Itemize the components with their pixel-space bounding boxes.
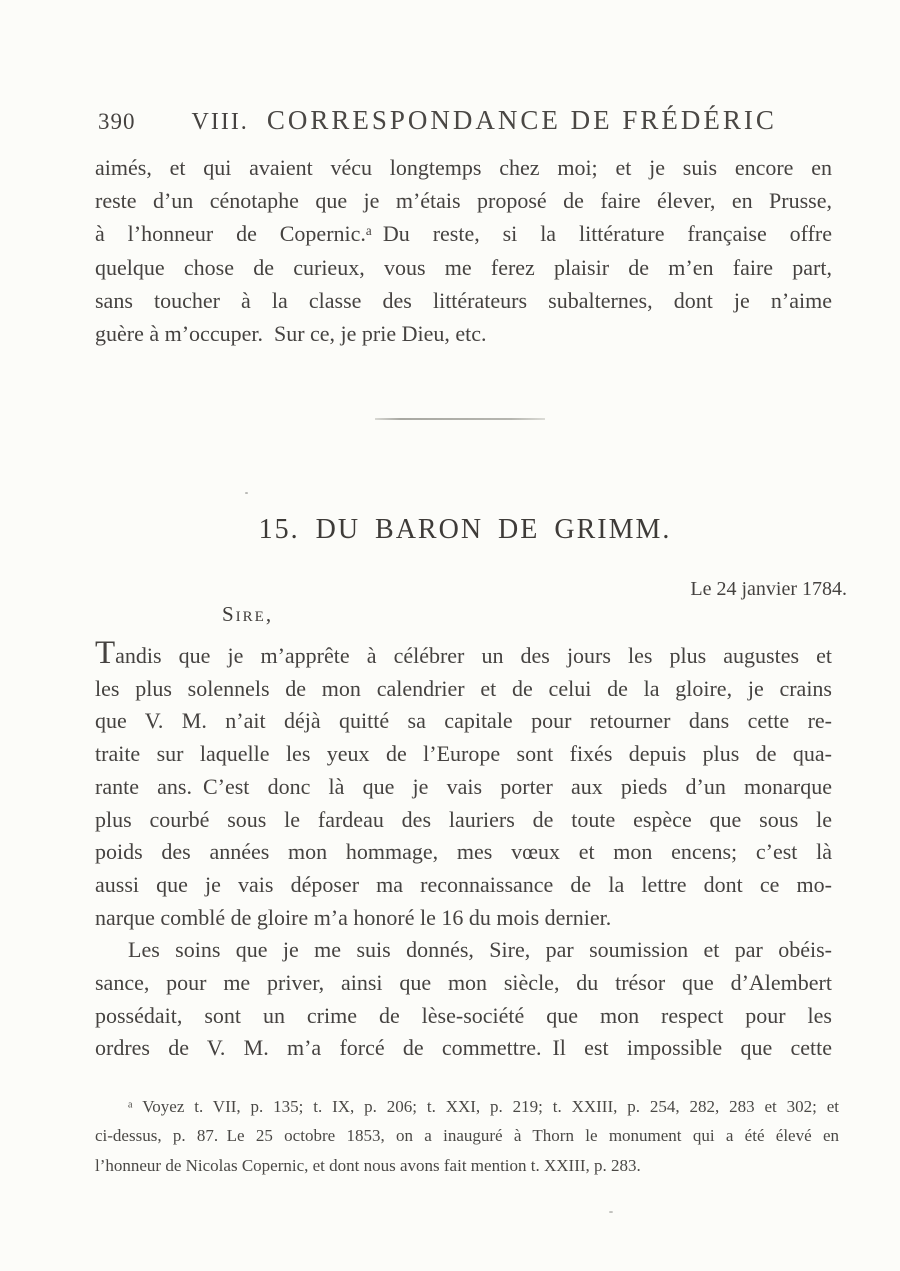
- text-line: les plus solennels de mon calendrier et de celui de la gloire, je crains: [95, 675, 832, 701]
- text-line: à l’honneur de Copernic.ᵃ Du reste, si la littérature française offre: [95, 221, 832, 247]
- letter-paragraph-1: [95, 635, 832, 934]
- scan-speck: [245, 492, 248, 494]
- text-line: ᵃ Voyez t. VII, p. 135; t. IX, p. 206; t. XXI, p. 219; t. XXIII, p. 254, 282, 283 et 302; et: [128, 1097, 839, 1116]
- letter-body: [95, 635, 832, 1065]
- text-line: sance, pour me priver, ainsi que mon siècle, du trésor que d’Alembert: [95, 970, 832, 996]
- letter-heading: 15. DU BARON DE GRIMM.: [258, 514, 672, 545]
- running-header: [98, 105, 838, 136]
- text-line: l’honneur de Nicolas Copernic, et dont nous avons fait mention t. XXIII, p. 283.: [95, 1155, 641, 1175]
- text-line: possédait, sont un crime de lèse-société que mon respect pour les: [95, 1002, 832, 1028]
- page-number: 390: [98, 109, 136, 134]
- text-line: sans toucher à la classe des littérateurs subalternes, dont je n’aime: [95, 287, 832, 313]
- salutation: Sire,: [222, 602, 274, 626]
- text-line: Tandis que je m’apprête à célébrer un des jours les plus augustes et: [95, 635, 832, 671]
- text-line: quelque chose de curieux, vous me ferez plaisir de m’en faire part,: [95, 254, 832, 280]
- text-line: traite sur laquelle les yeux de l’Europe sont fixés depuis plus de qua-: [95, 741, 832, 767]
- running-title: CORRESPONDANCE DE FRÉDÉRIC: [266, 105, 777, 135]
- text-line: aimés, et qui avaient vécu longtemps chez moi; et je suis encore en: [95, 155, 832, 180]
- text-line: poids des années mon hommage, mes vœux et mon encens; c’est là: [95, 839, 832, 865]
- text-line: rante ans. C’est donc là que je vais porter aux pieds d’un monarque: [95, 773, 832, 799]
- text-line: reste d’un cénotaphe que je m’étais proposé de faire élever, en Prusse,: [95, 188, 832, 214]
- text-line: narque comblé de gloire m’a honoré le 16 du mois dernier.: [95, 904, 612, 930]
- scan-speck: [609, 1211, 613, 1213]
- section-divider: [375, 418, 545, 420]
- text-line: ci-dessus, p. 87. Le 25 octobre 1853, on a inauguré à Thorn le monument qui a été élevé en: [95, 1126, 839, 1146]
- text-line: guère à m’occuper. Sur ce, je prie Dieu, etc.: [95, 321, 487, 347]
- text-line: que V. M. n’ait déjà quitté sa capitale pour retourner dans cette re-: [95, 708, 832, 734]
- text-line: aussi que je vais déposer ma reconnaissance de la lettre dont ce mo-: [95, 871, 832, 897]
- letter-paragraph-2: [95, 934, 832, 1065]
- text-line: plus courbé sous le fardeau des lauriers de toute espèce que sous le: [95, 806, 832, 832]
- drop-cap-initial: T: [95, 635, 116, 671]
- text-line: ordres de V. M. m’a forcé de commettre. Il est impossible que cette: [95, 1035, 832, 1061]
- previous-letter-continuation: [95, 151, 832, 350]
- footnote: [95, 1092, 839, 1180]
- text-line: Les soins que je me suis donnés, Sire, par soumission et par obéis-: [128, 937, 832, 963]
- chapter-number: VIII.: [191, 109, 249, 135]
- letter-date: Le 24 janvier 1784.: [690, 578, 847, 600]
